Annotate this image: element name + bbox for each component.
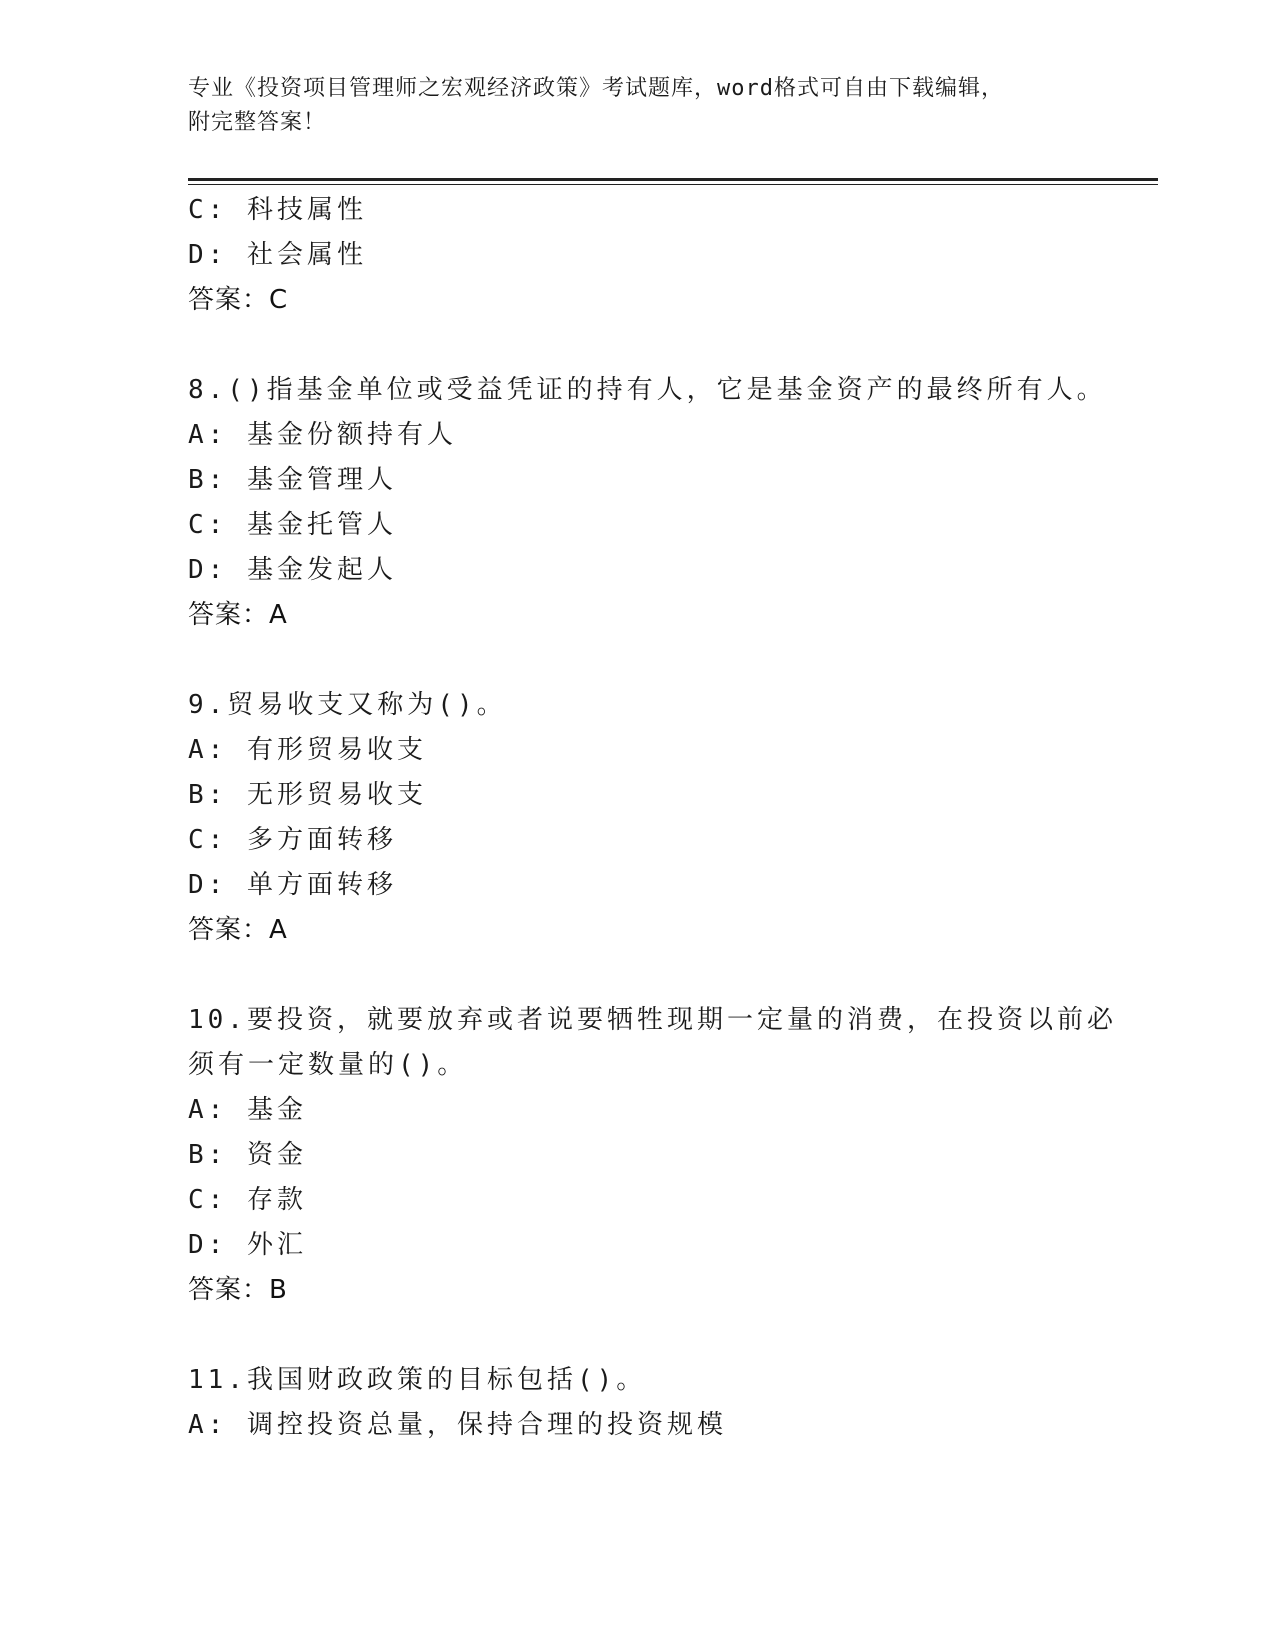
question-line: 11.我国财政政策的目标包括()。 — [188, 1365, 647, 1395]
option-line: D: 单方面转移 — [188, 870, 397, 900]
question-line: 10.要投资，就要放弃或者说要牺牲现期一定量的消费，在投资以前必 — [188, 1005, 1117, 1035]
option-line: C: 存款 — [188, 1185, 307, 1215]
option-line: C: 基金托管人 — [188, 510, 397, 540]
option-line: D: 外汇 — [188, 1230, 307, 1260]
answer-line: 答案：B — [188, 1275, 288, 1305]
option-line: A: 有形贸易收支 — [188, 735, 427, 765]
option-line: A: 调控投资总量，保持合理的投资规模 — [188, 1410, 727, 1440]
option-line: A: 基金 — [188, 1095, 307, 1125]
option-line: C: 科技属性 — [188, 195, 367, 225]
option-line: B: 资金 — [188, 1140, 307, 1170]
option-line: D: 基金发起人 — [188, 555, 397, 585]
header-line-2: 附完整答案！ — [188, 110, 327, 135]
document-header — [188, 72, 1068, 140]
answer-line: 答案：A — [188, 915, 288, 945]
header-rule-thin — [188, 184, 1158, 185]
option-line: A: 基金份额持有人 — [188, 420, 457, 450]
option-line: B: 无形贸易收支 — [188, 780, 427, 810]
header-rule-thick — [188, 178, 1158, 181]
question-line: 9.贸易收支又称为()。 — [188, 690, 507, 720]
option-line: C: 多方面转移 — [188, 825, 397, 855]
option-line: D: 社会属性 — [188, 240, 367, 270]
header-line-1: 专业《投资项目管理师之宏观经济政策》考试题库，word格式可自由下载编辑， — [188, 76, 1004, 101]
option-line: B: 基金管理人 — [188, 465, 397, 495]
question-line: 8.()指基金单位或受益凭证的持有人，它是基金资产的最终所有人。 — [188, 375, 1107, 405]
answer-line: 答案：C — [188, 285, 289, 315]
answer-line: 答案：A — [188, 600, 288, 630]
question-line: 须有一定数量的()。 — [188, 1050, 468, 1080]
